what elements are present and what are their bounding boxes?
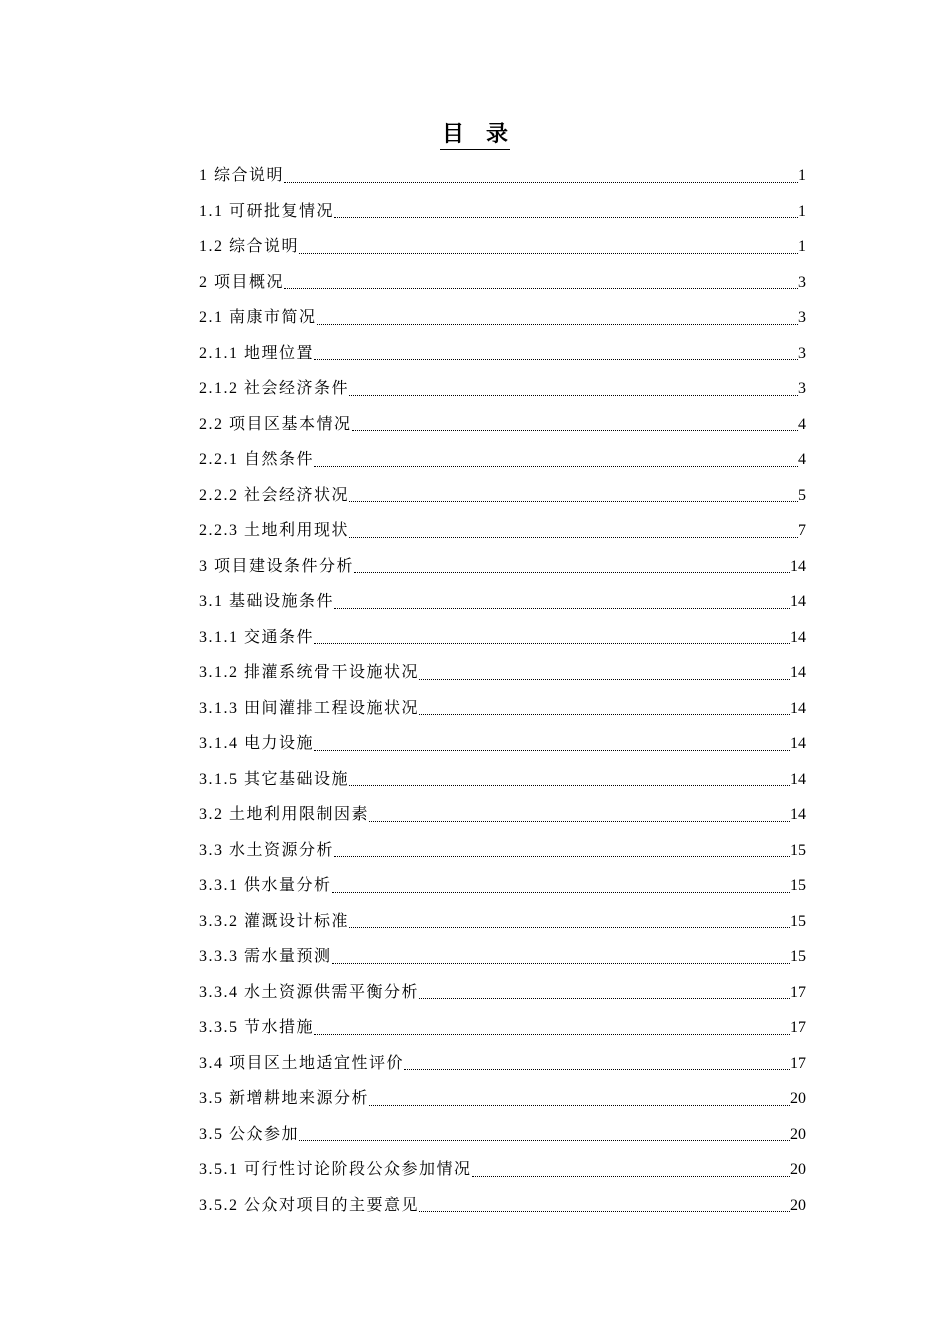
toc-entry[interactable] [199, 1081, 806, 1117]
toc-entry-page-number: 3 [798, 344, 806, 362]
toc-entry-page-number: 15 [790, 877, 806, 894]
toc-entry-page-number: 17 [790, 1019, 806, 1036]
toc-leader-dots [332, 868, 790, 904]
toc-entry-page-number: 20 [790, 1196, 806, 1214]
toc-leader-dots [419, 1188, 790, 1224]
toc-leader-dots [317, 300, 798, 336]
toc-entry-label: 3.3.2 灌溉设计标准 [199, 912, 350, 930]
toc-entry[interactable] [199, 300, 806, 336]
toc-entry[interactable] [199, 833, 806, 869]
toc-leader-dots [299, 1117, 790, 1153]
toc-entry-label: 3 项目建设条件分析 [199, 557, 355, 575]
toc-leader-dots [349, 762, 790, 798]
toc-entry-page-number: 1 [798, 202, 806, 220]
toc-entry[interactable] [199, 584, 806, 620]
toc-entry-page-number: 1 [798, 167, 806, 184]
toc-entry[interactable] [199, 797, 806, 833]
toc-entry-page-number: 15 [790, 948, 806, 965]
toc-entry-label: 3.1.4 电力设施 [199, 735, 315, 752]
toc-entry[interactable] [199, 549, 806, 585]
toc-entry-page-number: 14 [790, 735, 806, 752]
toc-leader-dots [354, 549, 790, 585]
toc-entry[interactable] [199, 442, 806, 478]
toc-leader-dots [314, 1010, 790, 1046]
toc-entry[interactable] [199, 762, 806, 798]
table-of-contents [199, 158, 806, 1223]
toc-entry-page-number: 14 [790, 593, 806, 610]
toc-entry-label: 3.2 土地利用限制因素 [199, 806, 370, 823]
toc-leader-dots [472, 1152, 790, 1188]
toc-leader-dots [314, 442, 798, 478]
toc-entry-page-number: 14 [790, 664, 806, 681]
toc-entry-page-number: 3 [798, 273, 806, 291]
toc-leader-dots [334, 833, 790, 869]
toc-entry[interactable] [199, 371, 806, 407]
toc-entry-page-number: 7 [798, 522, 806, 539]
toc-entry-page-number: 3 [798, 380, 806, 397]
toc-entry-label: 3.1.1 交通条件 [199, 628, 315, 646]
toc-entry-page-number: 20 [790, 1090, 806, 1107]
toc-entry[interactable] [199, 407, 806, 443]
toc-leader-dots [284, 265, 798, 301]
toc-entry-page-number: 15 [790, 841, 806, 859]
toc-leader-dots [369, 1081, 790, 1117]
toc-entry[interactable] [199, 904, 806, 940]
toc-entry[interactable] [199, 1188, 806, 1224]
toc-leader-dots [419, 975, 790, 1011]
toc-entry[interactable] [199, 1152, 806, 1188]
toc-entry-page-number: 3 [798, 309, 806, 326]
toc-entry[interactable] [199, 194, 806, 230]
toc-entry-label: 2.2.2 社会经济状况 [199, 486, 350, 504]
toc-entry-page-number: 17 [790, 1054, 806, 1072]
toc-entry[interactable] [199, 265, 806, 301]
toc-leader-dots [349, 904, 790, 940]
toc-entry[interactable] [199, 1010, 806, 1046]
toc-entry-label: 3.1.2 排灌系统骨干设施状况 [199, 664, 420, 681]
toc-leader-dots [404, 1046, 790, 1082]
toc-entry[interactable] [199, 1117, 806, 1153]
toc-entry-label: 3.5.2 公众对项目的主要意见 [199, 1196, 420, 1214]
toc-leader-dots [334, 194, 798, 230]
toc-leader-dots [349, 371, 798, 407]
toc-entry-label: 3.3.3 需水量预测 [199, 948, 332, 965]
toc-entry[interactable] [199, 336, 806, 372]
toc-entry-label: 3.3.4 水土资源供需平衡分析 [199, 983, 420, 1001]
toc-entry-page-number: 14 [790, 806, 806, 823]
toc-leader-dots [369, 797, 790, 833]
toc-entry[interactable] [199, 691, 806, 727]
toc-entry-page-number: 4 [798, 451, 806, 468]
toc-entry-page-number: 20 [790, 1125, 806, 1143]
toc-entry[interactable] [199, 1046, 806, 1082]
toc-entry-label: 2.1.2 社会经济条件 [199, 380, 350, 397]
toc-entry-label: 3.3.1 供水量分析 [199, 877, 332, 894]
toc-entry-label: 2.2.3 土地利用现状 [199, 522, 350, 539]
toc-entry-label: 1 综合说明 [199, 167, 285, 184]
toc-leader-dots [334, 584, 790, 620]
toc-entry[interactable] [199, 478, 806, 514]
toc-entry-page-number: 1 [798, 238, 806, 255]
toc-entry-page-number: 4 [798, 415, 806, 433]
toc-entry-label: 2.2.1 自然条件 [199, 451, 315, 468]
toc-leader-dots [419, 691, 790, 727]
toc-entry-page-number: 5 [798, 486, 806, 504]
toc-entry-label: 3.1 基础设施条件 [199, 593, 335, 610]
toc-entry-label: 2.1 南康市简况 [199, 309, 317, 326]
toc-entry-page-number: 14 [790, 557, 806, 575]
toc-entry[interactable] [199, 975, 806, 1011]
toc-entry-page-number: 17 [790, 983, 806, 1001]
toc-entry-label: 3.5 新增耕地来源分析 [199, 1090, 370, 1107]
toc-entry-page-number: 15 [790, 912, 806, 930]
toc-leader-dots [332, 939, 790, 975]
toc-entry-page-number: 14 [790, 770, 806, 788]
toc-leader-dots [284, 158, 798, 194]
toc-entry-label: 3.4 项目区土地适宜性评价 [199, 1054, 405, 1072]
toc-entry-label: 3.5 公众参加 [199, 1125, 300, 1143]
toc-entry-label: 2.2 项目区基本情况 [199, 415, 352, 433]
toc-leader-dots [314, 726, 790, 762]
toc-entry[interactable] [199, 513, 806, 549]
toc-leader-dots [314, 620, 790, 656]
toc-entry[interactable] [199, 868, 806, 904]
toc-entry[interactable] [199, 939, 806, 975]
toc-leader-dots [349, 513, 798, 549]
toc-leader-dots [314, 336, 798, 372]
toc-entry-label: 3.5.1 可行性讨论阶段公众参加情况 [199, 1161, 472, 1178]
toc-entry[interactable] [199, 620, 806, 656]
toc-heading [0, 120, 950, 150]
toc-entry-page-number: 20 [790, 1161, 806, 1178]
toc-leader-dots [349, 478, 798, 514]
toc-entry-label: 1.1 可研批复情况 [199, 202, 335, 220]
toc-entry[interactable] [199, 158, 806, 194]
toc-entry-page-number: 14 [790, 628, 806, 646]
toc-leader-dots [299, 229, 798, 265]
toc-entry-label: 3.1.5 其它基础设施 [199, 770, 350, 788]
toc-entry-label: 3.3 水土资源分析 [199, 841, 335, 859]
toc-entry-label: 3.1.3 田间灌排工程设施状况 [199, 699, 420, 717]
toc-entry-label: 3.3.5 节水措施 [199, 1019, 315, 1036]
toc-entry-page-number: 14 [790, 699, 806, 717]
toc-entry-label: 1.2 综合说明 [199, 238, 300, 255]
toc-leader-dots [352, 407, 798, 443]
toc-entry[interactable] [199, 655, 806, 691]
toc-entry[interactable] [199, 229, 806, 265]
toc-entry-label: 2 项目概况 [199, 273, 285, 291]
toc-entry-label: 2.1.1 地理位置 [199, 344, 315, 362]
toc-leader-dots [419, 655, 790, 691]
toc-heading-text: 目 录 [440, 120, 510, 150]
toc-entry[interactable] [199, 726, 806, 762]
